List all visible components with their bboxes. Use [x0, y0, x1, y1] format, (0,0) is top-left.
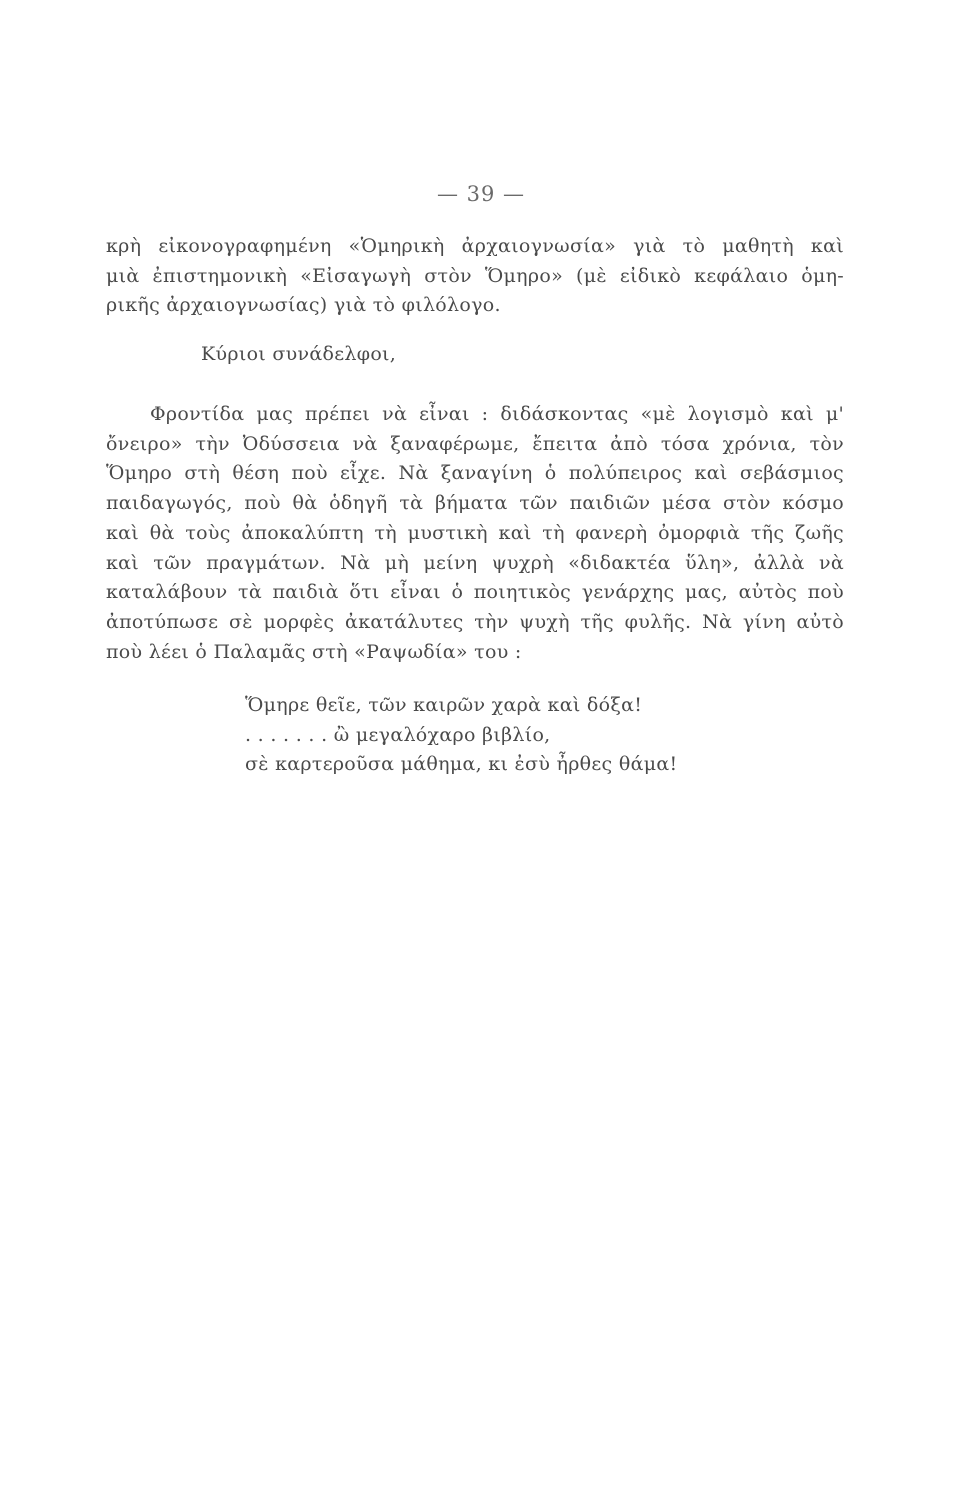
text-line: καταλάβουν τὰ παιδιὰ ὅτι εἶναι ὁ ποιητικὸς γενάρχης μας, αὐτὸς ποὺ: [106, 581, 844, 604]
text-line: ρικῆς ἀρχαιογνωσίας) γιὰ τὸ φιλόλογο.: [106, 294, 501, 317]
text-line: κρὴ εἰκονογραφημένη «Ὁμηρικὴ ἀρχαιογνωσία» γιὰ τὸ μαθητὴ καὶ: [106, 235, 844, 257]
paragraph-continuation: [106, 232, 844, 321]
page-number: — 39 —: [436, 182, 526, 206]
text-line: ποὺ λέει ὁ Παλαμᾶς στὴ «Ραψωδία» του :: [106, 640, 522, 663]
paragraph-main: [106, 400, 844, 667]
text-line: ὄνειρο» τὴν Ὀδύσσεια νὰ ξαναφέρωμε, ἔπειτα ἀπὸ τόσα χρόνια, τὸν: [106, 432, 844, 455]
text-line: ἀποτύπωσε σὲ μορφὲς ἀκατάλυτες τὴν ψυχὴ τῆς φυλῆς. Νὰ γίνη αὐτὸ: [106, 610, 844, 633]
text-line: μιὰ ἐπιστημονικὴ «Εἰσαγωγὴ στὸν Ὅμηρο» (μὲ εἰδικὸ κεφάλαιο ὁμη-: [106, 264, 844, 287]
salutation: Κύριοι συνάδελφοι,: [201, 343, 397, 365]
verse-line: σὲ καρτεροῦσα μάθημα, κι ἐσὺ ἦρθες θάμα!: [245, 753, 678, 776]
verse-quote: [245, 691, 677, 780]
text-line: καὶ θὰ τοὺς ἀποκαλύπτη τὴ μυστικὴ καὶ τὴ φανερὴ ὀμορφιὰ τῆς ζωῆς: [106, 521, 844, 544]
text-line-indented: Φροντίδα μας πρέπει νὰ εἶναι : διδάσκοντας «μὲ λογισμὸ καὶ μ': [150, 403, 844, 425]
text-line: Ὅμηρο στὴ θέση ποὺ εἶχε. Νὰ ξαναγίνη ὁ πολύπειρος καὶ σεβάσμιος: [106, 462, 844, 485]
verse-line: Ὅμηρε θεῖε, τῶν καιρῶν χαρὰ καὶ δόξα!: [245, 694, 643, 716]
verse-line: . . . . . . . ὢ μεγαλόχαρο βιβλίο,: [245, 723, 551, 746]
text-line: παιδαγωγός, ποὺ θὰ ὁδηγῆ τὰ βήματα τῶν παιδιῶν μέσα στὸν κόσμο: [106, 492, 844, 515]
text-line: καὶ τῶν πραγμάτων. Νὰ μὴ μείνη ψυχρὴ «διδακτέα ὕλη», ἀλλὰ νὰ: [106, 551, 844, 574]
